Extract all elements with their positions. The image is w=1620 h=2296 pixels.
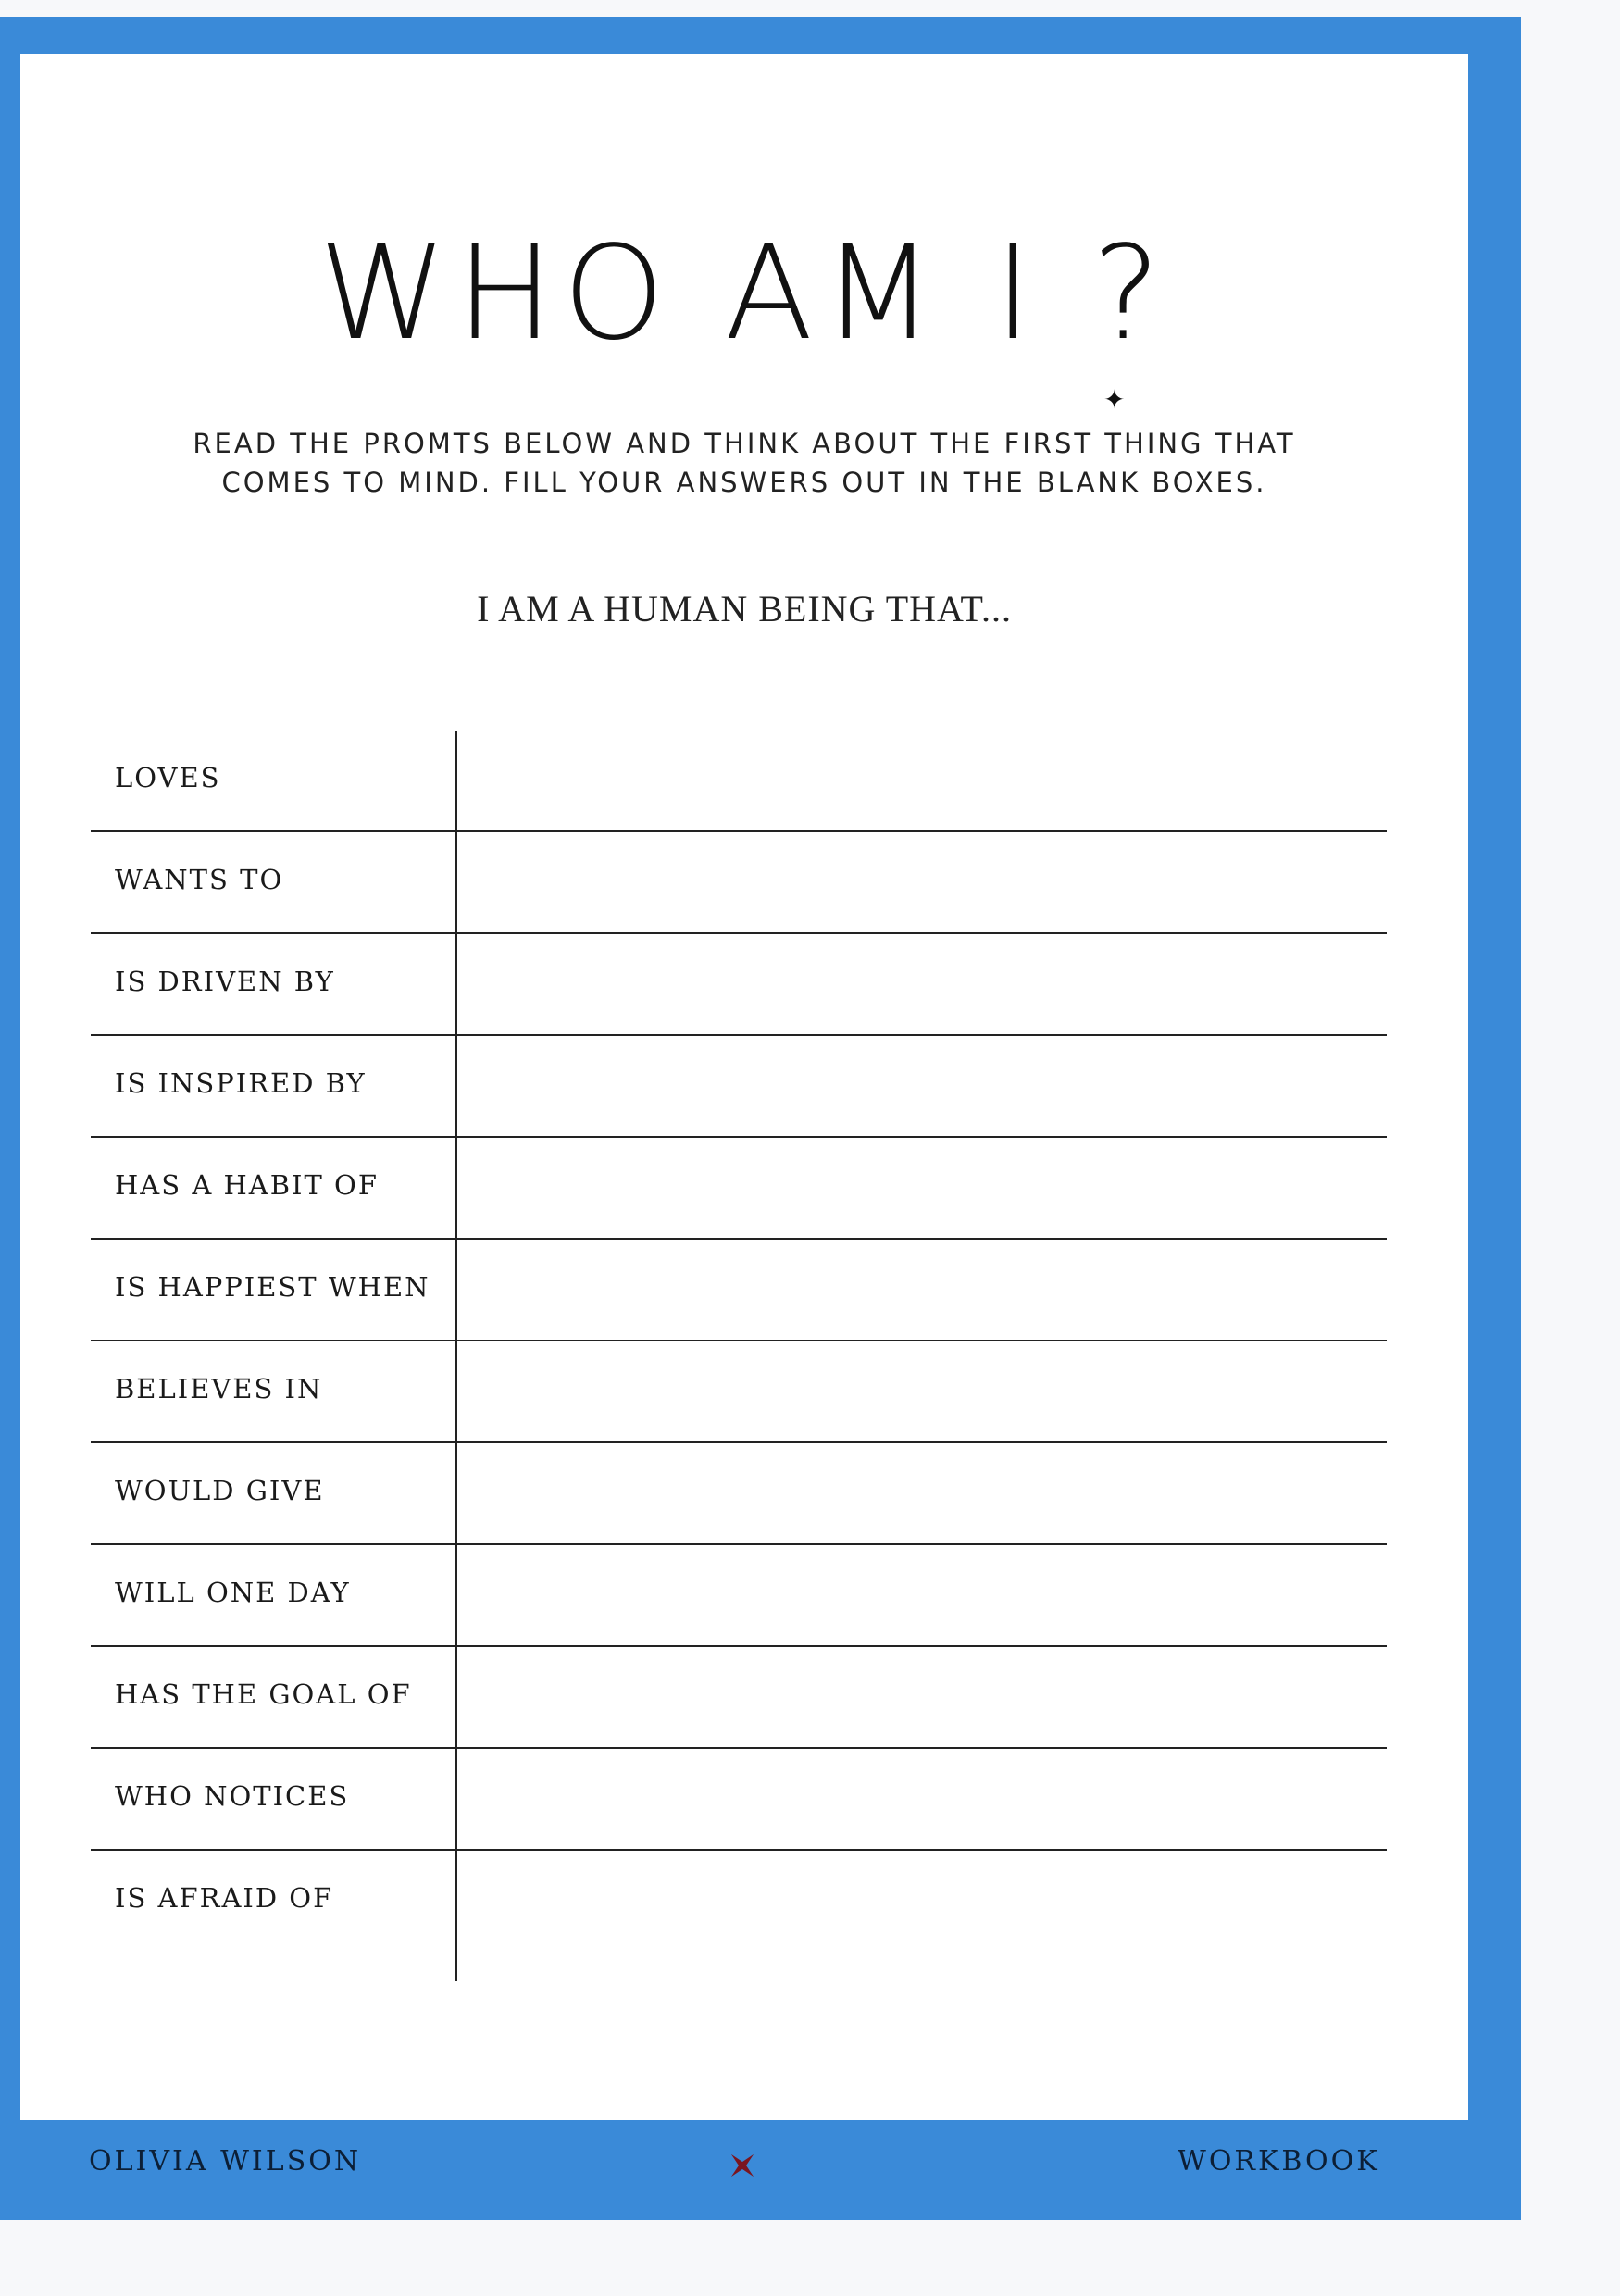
prompt-row [91, 1342, 1387, 1443]
section-subtitle: I AM A HUMAN BEING THAT... [477, 588, 1012, 630]
row-divider [91, 932, 1387, 934]
prompt-label: HAS THE GOAL OF [115, 1678, 412, 1710]
row-divider [91, 1645, 1387, 1647]
worksheet [20, 54, 1468, 2120]
row-divider [91, 830, 1387, 832]
star-sparkle-icon [725, 2148, 760, 2183]
row-divider [91, 1747, 1387, 1749]
answer-box[interactable] [461, 935, 1387, 1032]
prompt-label: IS DRIVEN BY [115, 966, 335, 997]
prompt-label: WOULD GIVE [115, 1475, 325, 1506]
row-divider [91, 1543, 1387, 1545]
answer-box[interactable] [461, 1444, 1387, 1541]
answer-box[interactable] [461, 1750, 1387, 1847]
row-divider [91, 1136, 1387, 1138]
instructions-line-2: COMES TO MIND. FILL YOUR ANSWERS OUT IN THE BLANK BOXES. [221, 467, 1267, 498]
answer-box[interactable] [461, 731, 1387, 829]
answer-box[interactable] [461, 1546, 1387, 1643]
footer-label: WORKBOOK [1178, 2145, 1380, 2177]
prompt-row [91, 1546, 1387, 1647]
prompt-label: IS AFRAID OF [115, 1882, 334, 1914]
row-divider [91, 1034, 1387, 1036]
prompt-table [91, 731, 1387, 1983]
prompt-row [91, 731, 1387, 832]
prompt-row [91, 1444, 1387, 1545]
instructions [20, 424, 1468, 502]
prompt-label: WHO NOTICES [115, 1780, 350, 1812]
answer-box[interactable] [461, 1852, 1387, 1949]
prompt-label: IS HAPPIEST WHEN [115, 1271, 430, 1303]
prompt-row [91, 1241, 1387, 1341]
answer-box[interactable] [461, 1139, 1387, 1236]
prompt-row [91, 1750, 1387, 1851]
row-divider [91, 1238, 1387, 1240]
prompt-label: IS INSPIRED BY [115, 1067, 367, 1099]
prompt-label: WANTS TO [115, 864, 284, 895]
answer-box[interactable] [461, 833, 1387, 930]
prompt-label: WILL ONE DAY [115, 1577, 351, 1608]
sparkle-icon: ✦ [1103, 384, 1135, 415]
prompt-label: LOVES [115, 762, 221, 793]
row-divider [91, 1340, 1387, 1341]
row-divider [91, 1849, 1387, 1851]
prompt-row [91, 1852, 1387, 1953]
footer-author: OLIVIA WILSON [89, 2145, 362, 2177]
row-divider [91, 1441, 1387, 1443]
prompt-row [91, 833, 1387, 934]
prompt-label: BELIEVES IN [115, 1373, 323, 1404]
answer-box[interactable] [461, 1648, 1387, 1745]
prompt-label: HAS A HABIT OF [115, 1169, 379, 1201]
answer-box[interactable] [461, 1037, 1387, 1134]
prompt-row [91, 1648, 1387, 1749]
instructions-line-1: READ THE PROMTS BELOW AND THINK ABOUT THE FIRST THING THAT [193, 428, 1296, 459]
prompt-row [91, 1139, 1387, 1240]
page-title [20, 218, 1468, 415]
answer-box[interactable] [461, 1342, 1387, 1440]
answer-box[interactable] [461, 1241, 1387, 1338]
title-text: WHO AM I ? [318, 218, 1170, 369]
prompt-row [91, 935, 1387, 1036]
prompt-row [91, 1037, 1387, 1138]
